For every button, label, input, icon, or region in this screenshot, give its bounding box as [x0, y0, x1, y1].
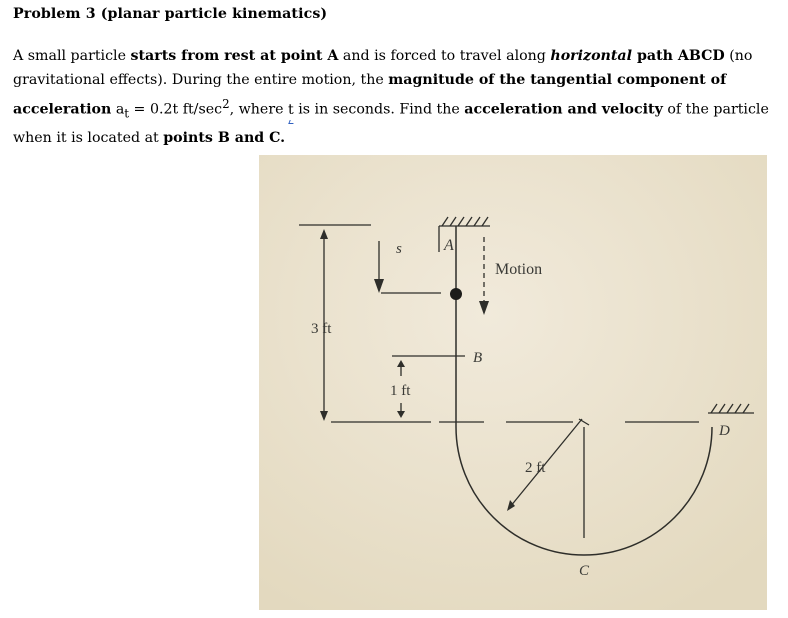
label-A: A	[444, 237, 454, 254]
statement-segment: starts from rest at point A	[130, 48, 339, 64]
label-s: s	[396, 241, 402, 257]
label-3ft: 3 ft	[311, 321, 332, 337]
problem-statement	[13, 44, 778, 150]
statement-segment: t	[124, 106, 130, 121]
path-figure	[259, 155, 767, 610]
statement-segment: path ABCD	[632, 48, 725, 64]
label-D: D	[719, 423, 730, 439]
label-1ft: 1 ft	[390, 383, 411, 399]
statement-segment: magnitude of the tangential component of acceleration	[13, 72, 727, 118]
statement-segment: = 0.2t ft/sec	[129, 101, 223, 118]
statement-segment: points B and C.	[163, 129, 286, 146]
label-C: C	[579, 563, 590, 579]
statement-segment: horizontal	[550, 48, 633, 64]
statement-segment: t	[288, 98, 294, 122]
label-2ft: 2 ft	[525, 460, 546, 476]
statement-segment: A small particle	[13, 48, 131, 64]
figure-canvas	[259, 155, 767, 610]
problem-title: Problem 3 (planar particle kinematics)	[13, 6, 328, 22]
statement-segment: acceleration and velocity	[464, 101, 663, 118]
statement-segment: of the particle when it is located at	[13, 101, 769, 146]
statement-segment: 2	[222, 97, 230, 111]
statement-segment: , where	[229, 101, 289, 118]
figure-background	[259, 155, 767, 610]
particle	[450, 288, 462, 300]
statement-segment: and is forced to travel along	[338, 48, 551, 64]
label-motion: Motion	[495, 261, 543, 278]
label-B: B	[473, 350, 483, 366]
statement-segment: is in seconds. Find the	[293, 101, 465, 118]
statement-segment: (no gravitational effects). During the entire motion, the	[13, 48, 753, 88]
statement-segment: a	[111, 101, 125, 118]
